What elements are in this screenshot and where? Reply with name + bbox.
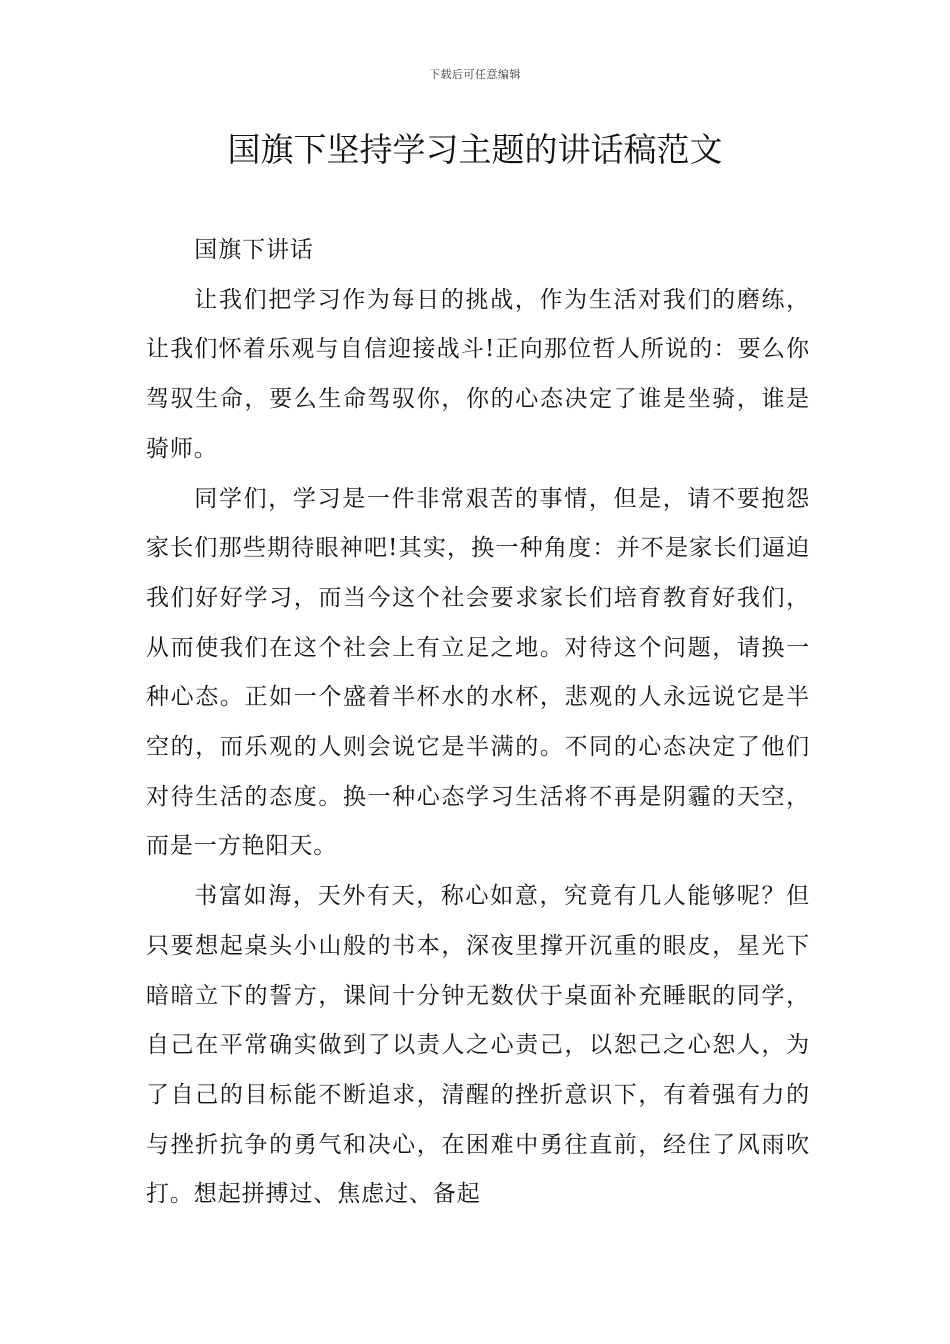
document-title: 国旗下坚持学习主题的讲话稿范文 <box>227 130 723 169</box>
paragraph: 书富如海，天外有天，称心如意，究竟有几人能够呢？但只要想起桌头小山般的书本，深夜里撑开沉重的眼皮，星光下暗暗立下的誓方，课间十分钟无数伏于桌面补充睡眠的同学，自己在平常确实做到了以责人之心责己，以恕己之心恕人，为了自己的目标能不断追求，清醒的挫折意识下，有着强有力的与挫折抗争的勇气和决心，在困难中勇往直前，经住了风雨吹打。想起拼搏过、焦虑过、备起 <box>146 883 810 1208</box>
paragraph-speech-label: 国旗下讲话 <box>194 237 314 263</box>
header-note: 下载后可任意编辑 <box>429 68 521 81</box>
document-body <box>146 226 810 1220</box>
paragraph: 同学们，学习是一件非常艰苦的事情，但是，请不要抱怨家长们那些期待眼神吧!其实，换一种角度：并不是家长们逼迫我们好好学习，而当今这个社会要求家长们培育教育好我们，从而使我们在这个社会上有立足之地。对待这个问题，请换一种心态。正如一个盛着半杯水的水杯，悲观的人永远说它是半空的，而乐观的人则会说它是半满的。不同的心态决定了他们对待生活的态度。换一种心态学习生活将不再是阴霾的天空，而是一方艳阳天。 <box>146 485 810 860</box>
paragraph: 让我们把学习作为每日的挑战，作为生活对我们的磨练，让我们怀着乐观与自信迎接战斗!正向那位哲人所说的：要么你驾驭生命，要么生命驾驭你，你的心态决定了谁是坐骑，谁是骑师。 <box>146 286 810 462</box>
